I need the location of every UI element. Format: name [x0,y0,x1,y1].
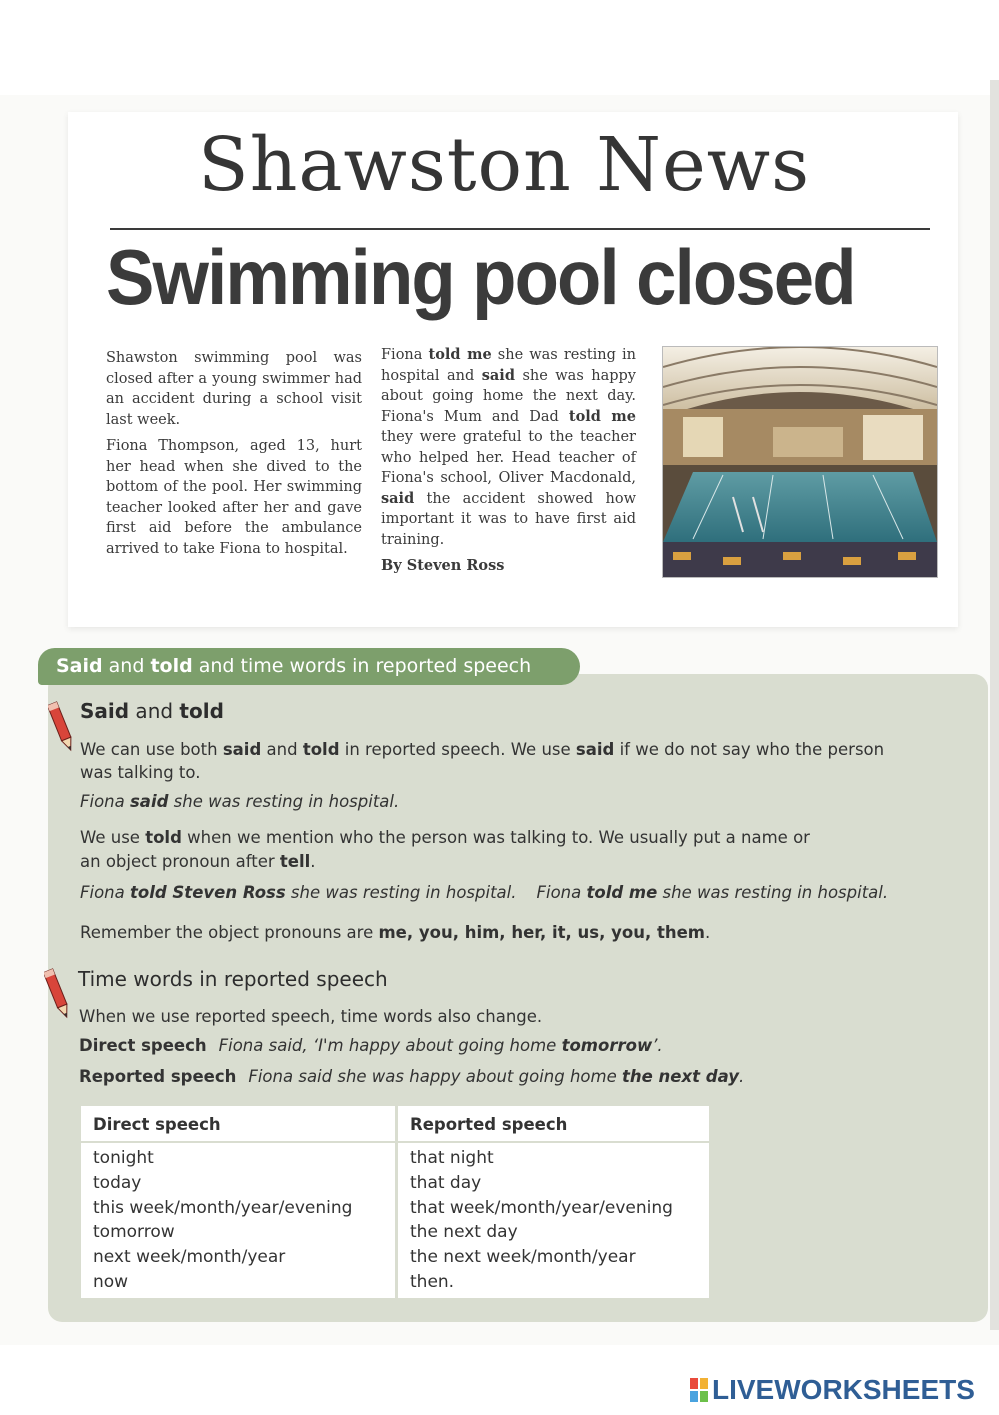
table-cell: that day [410,1172,482,1193]
article-headline: Swimming pool closed [106,233,855,321]
article-column-2 [381,345,636,577]
time-words-table [81,1106,709,1298]
rule-text: We can use both said and told in reported speech. We use said if we do not say who the person [80,740,885,759]
liveworksheets-logo-icon [690,1378,708,1402]
table-header: Direct speech [81,1106,397,1142]
article-paragraph: Shawston swimming pool was closed after a young swimmer had an accident during a school visit last week. [106,350,362,428]
table-cell: that night [410,1148,494,1168]
table-cell: that week/month/year/evening [410,1197,673,1218]
liveworksheets-logo-text: LIVEWORKSHEETS [712,1374,975,1405]
table-cell: tomorrow [93,1222,175,1243]
table-cell: next week/month/year [93,1247,286,1268]
pencil-icon [48,698,74,754]
table-header: Reported speech [397,1106,710,1142]
reported-speech-example: Reported speech Fiona said she was happy about going home the next day. [79,1067,745,1086]
swimming-pool-photo [662,346,938,578]
table-cell: this week/month/year/evening [93,1197,353,1218]
section-heading-said-told: Said and told [80,699,224,723]
example-sentence: Fiona told Steven Ross she was resting in hospital. Fiona told me she was resting in hospital. [80,883,889,902]
liveworksheets-logo[interactable] [690,1375,975,1405]
table-header-row [81,1106,709,1142]
direct-speech-example: Direct speech Fiona said, ‘I'm happy about going home tomorrow’. [79,1036,663,1055]
masthead-rule [110,228,930,230]
example-sentence: Fiona said she was resting in hospital. [80,792,400,811]
table-cell: the next week/month/year [410,1247,636,1268]
rule-text: When we use reported speech, time words also change. [79,1007,543,1026]
pencil-icon [44,965,70,1021]
grammar-tab-title: Said and told and time words in reported speech [38,648,580,685]
table-cell: tonight [93,1148,154,1168]
page-edge [990,80,999,1330]
table-cell: then. [410,1271,455,1292]
section-heading-time-words: Time words in reported speech [78,967,388,991]
rule-text: We use told when we mention who the person was talking to. We usually put a name or [80,828,810,847]
article-paragraph: Fiona told me she was resting in hospital and said she was happy about going home the next day. Fiona's Mum and Dad told me they were grateful to the teacher who helped her. Head teacher of Fiona's school, Oliver Macdonald, said the accident showed how important it was to have first aid training. [381,346,636,548]
table-cell: the next day [410,1222,518,1243]
rule-text: was talking to. [80,763,201,782]
article-byline: By Steven Ross [381,557,505,574]
rule-text: Remember the object pronouns are me, you, him, her, it, us, you, them. [80,923,711,942]
reported-time-words [397,1142,710,1298]
article-paragraph: Fiona Thompson, aged 13, hurt her head when she dived to the bottom of the pool. Her swimming teacher looked after her and gave first aid before the ambulance arrived to take Fiona to hospital. [106,438,362,557]
table-cell: now [93,1271,129,1292]
direct-time-words [81,1142,397,1298]
newspaper-masthead: Shawston News [198,122,811,208]
rule-text: an object pronoun after tell. [80,852,316,871]
table-row [81,1142,709,1298]
article-column-1 [106,348,362,565]
table-cell: today [93,1172,142,1193]
